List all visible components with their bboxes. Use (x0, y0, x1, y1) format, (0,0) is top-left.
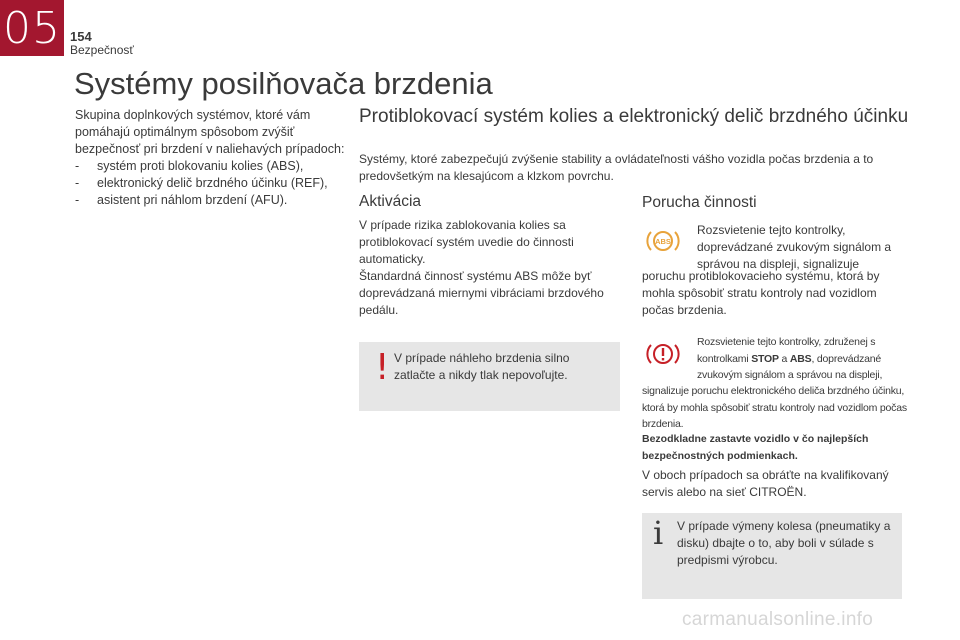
both-cases-text: V oboch prípadoch sa obráťte na kvalifikovaný servis alebo na sieť CITROËN. (642, 468, 889, 499)
info-box (642, 513, 902, 599)
failure-text-1a: Rozsvietenie tejto kontrolky, doprevádzané zvukovým signálom a správou na displeji, signalizuje (697, 223, 892, 271)
list-item: - asistent pri náhlom brzdení (AFU). (75, 192, 345, 209)
abs-label: ABS (789, 352, 812, 365)
svg-text:ABS: ABS (655, 237, 671, 246)
abs-section-intro: Systémy, ktoré zabezpečujú zvýšenie stability a ovládateľnosti vášho vozidla počas brzdenia a to predovšetkým na klesajúcom a klzkom povrchu. (359, 152, 874, 183)
failure-text-2a (697, 334, 907, 384)
page-title: Systémy posilňovača brzdenia (74, 66, 493, 101)
failure-text-2b: signalizuje poruchu elektronického deliča brzdného účinku, ktorá by mohla spôsobiť stratu kontroly nad vozidlom počas brzdenia. (642, 385, 907, 430)
activation-text (359, 217, 614, 319)
and-connector: a (778, 352, 790, 365)
section-name: Bezpečnosť (70, 43, 134, 57)
list-item: - systém proti blokovaniu kolies (ABS), (75, 158, 345, 175)
system-list (75, 158, 345, 209)
list-item: - elektronický delič brzdného účinku (REF), (75, 175, 345, 192)
activation-text-2: Štandardná činnosť systému ABS môže byť doprevádzaná miernymi vibráciami brzdového pedálu. (359, 269, 604, 317)
exclamation-icon: ! (375, 347, 390, 388)
intro-block (75, 107, 345, 209)
failure-title: Porucha činnosti (642, 194, 757, 211)
info-text: V prípade výmeny kolesa (pneumatiky a disku) dbajte o to, aby boli v súlade s predpismi výrobcu. (677, 519, 891, 567)
activation-text-1: V prípade rizika zablokovania kolies sa protiblokovací systém uvedie do činnosti automaticky. (359, 218, 574, 266)
page-number: 154 (70, 29, 92, 44)
stop-vehicle-instruction: Bezodkladne zastavte vozidlo v čo najlepších bezpečnostných podmienkach. (642, 433, 869, 462)
failure-text-2a-part2: , doprevádzané zvukovým signálom a správou na displeji, (697, 352, 883, 381)
chapter-tab: 05 (0, 0, 64, 56)
brake-warning-icon (645, 339, 681, 369)
abs-warning-icon (645, 226, 681, 256)
watermark: carmanualsonline.info (682, 609, 874, 630)
failure-text-1b: poruchu protiblokovacieho systému, ktorá by mohla spôsobiť stratu kontroly nad vozidlom počas brzdenia. (642, 269, 880, 317)
intro-text: Skupina doplnkových systémov, ktoré vám pomáhajú optimálnym spôsobom zvýšiť bezpečnosť pri brzdení v naliehavých prípadoch: (75, 108, 345, 156)
failure-text-2a-part1: Rozsvietenie tejto kontrolky, združenej s kontrolkami (697, 336, 876, 365)
info-icon: i (653, 514, 664, 552)
activation-title: Aktivácia (359, 193, 422, 210)
warning-box (359, 342, 620, 411)
abs-section-title: Protiblokovací systém kolies a elektronický delič brzdného účinku (359, 106, 909, 127)
warning-text: V prípade náhleho brzdenia silno zatlačte a nikdy tlak nepovoľujte. (394, 351, 570, 382)
stop-label: STOP (751, 352, 779, 365)
